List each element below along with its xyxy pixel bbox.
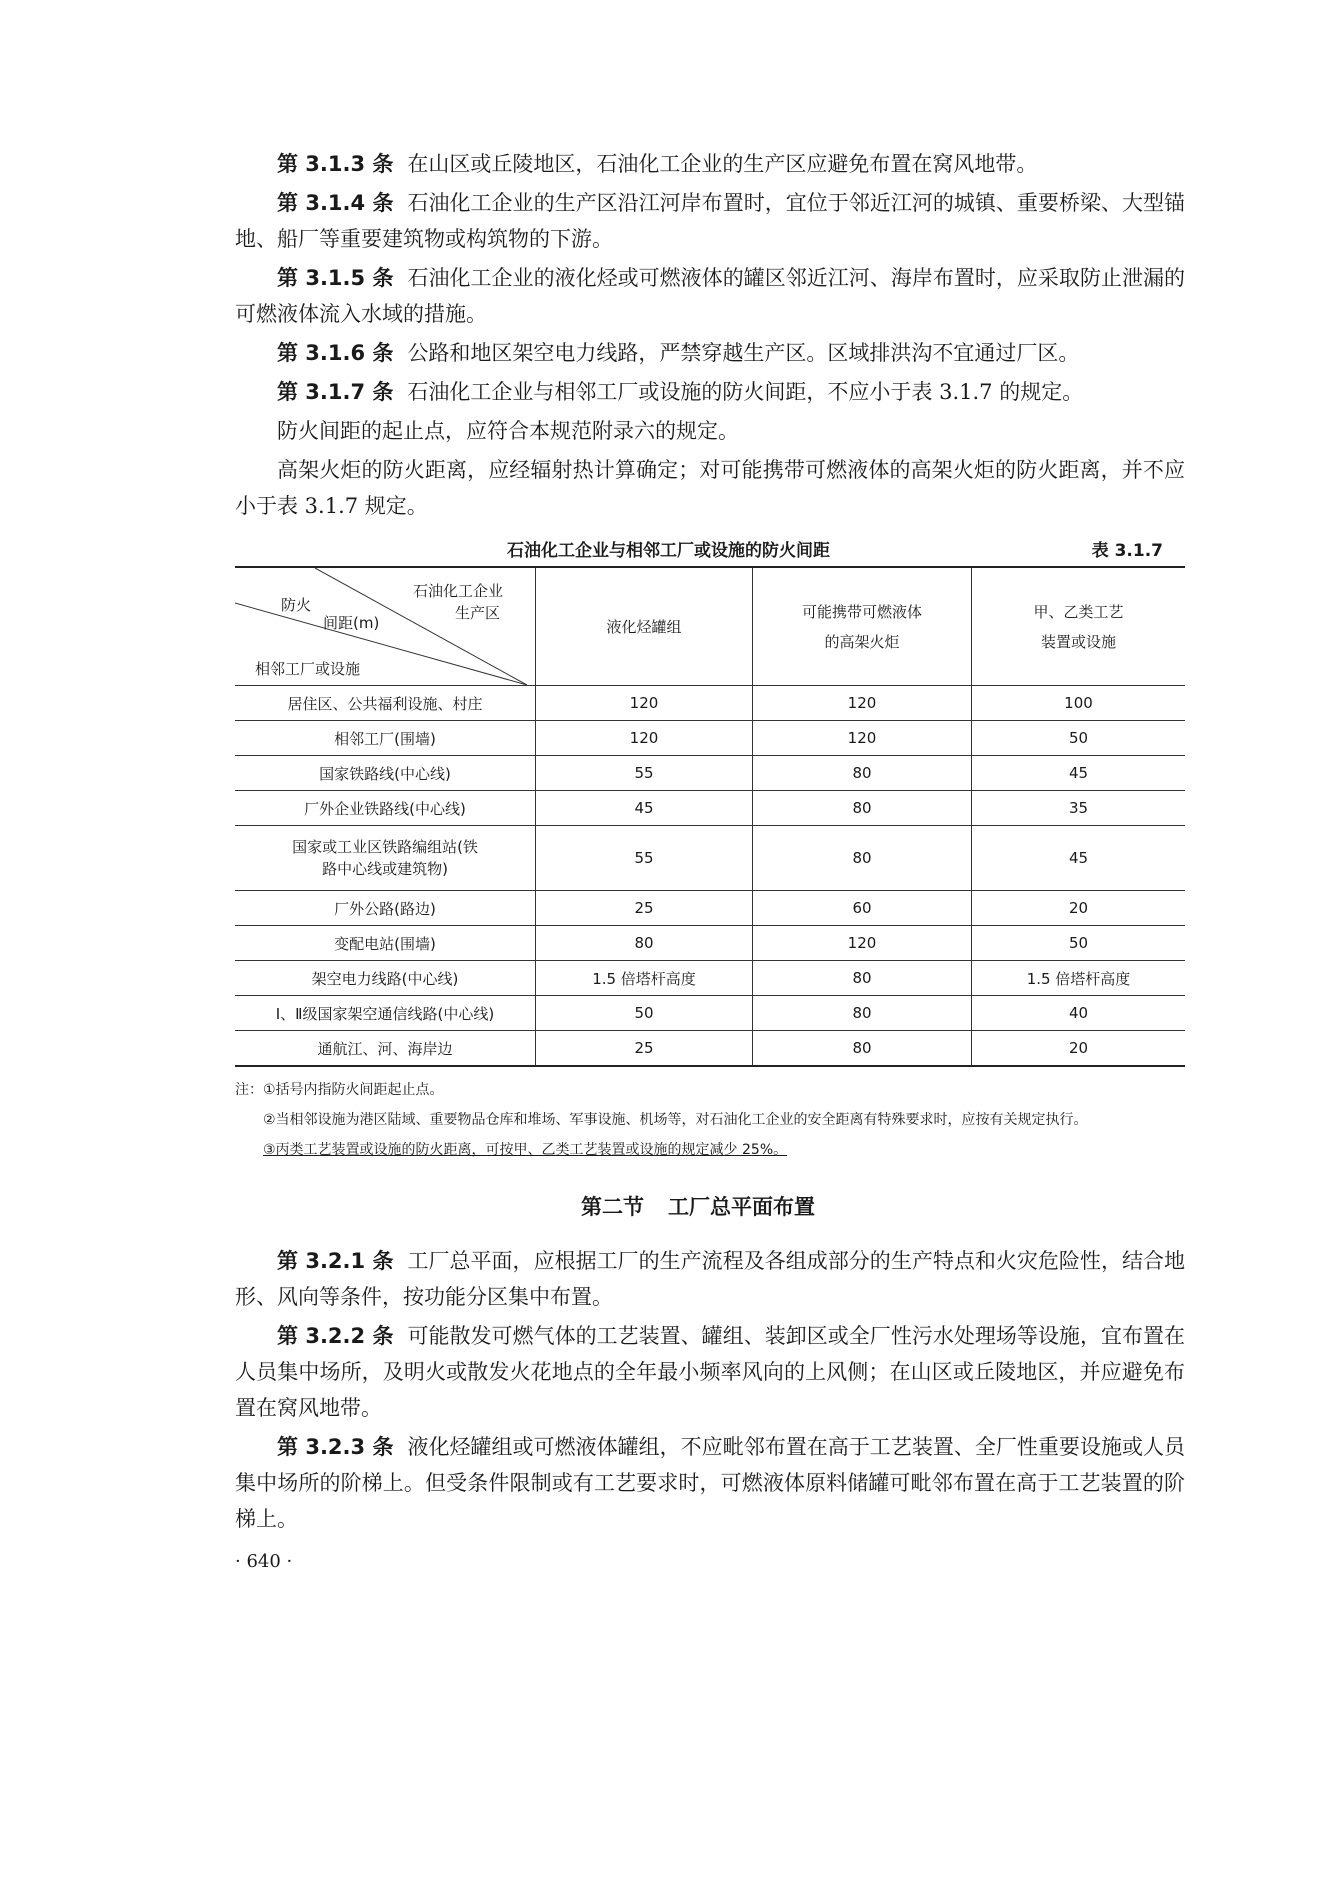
table-title: 石油化工企业与相邻工厂或设施的防火间距 (507, 541, 830, 561)
article-number: 第 3.2.1 条 (277, 1249, 394, 1273)
table-note: ②当相邻设施为港区陆域、重要物品仓库和堆场、军事设施、机场等，对石油化工企业的安全距离有特殊要求时，应按有关规定执行。 (263, 1112, 1088, 1128)
row-name: 架空电力线路(中心线) (235, 961, 536, 996)
corner-label: 生产区 (455, 604, 501, 622)
table-cell: 45 (972, 826, 1186, 891)
paragraph (235, 260, 1185, 332)
table-row (235, 756, 1185, 791)
article-number: 第 3.1.3 条 (277, 152, 394, 176)
table-cell: 45 (536, 791, 753, 826)
table-cell: 50 (972, 721, 1186, 756)
table-cell: 55 (536, 826, 753, 891)
row-name: 通航江、河、海岸边 (235, 1031, 536, 1067)
table-cell: 80 (753, 1031, 972, 1067)
row-name: 国家铁路线(中心线) (235, 756, 536, 791)
paragraph-text: 公路和地区架空电力线路，严禁穿越生产区。区域排洪沟不宜通过厂区。 (407, 341, 1080, 365)
table-cell: 35 (972, 791, 1186, 826)
paragraph (235, 335, 1185, 371)
table-cell: 25 (536, 891, 753, 926)
paragraph (235, 413, 1185, 449)
table-note: 注：①括号内指防火间距起止点。 (235, 1082, 444, 1098)
paragraph (235, 452, 1185, 524)
table-cell: 20 (972, 1031, 1186, 1067)
table-row (235, 686, 1185, 721)
row-name: 厂外企业铁路线(中心线) (235, 791, 536, 826)
table-cell: 120 (753, 721, 972, 756)
paragraph-text: 在山区或丘陵地区，石油化工企业的生产区应避免布置在窝风地带。 (407, 152, 1038, 176)
paragraph-text: 工厂总平面，应根据工厂的生产流程及各组成部分的生产特点和火灾危险性，结合地形、风向等条件，按功能分区集中布置。 (235, 1249, 1186, 1309)
article-number: 第 3.1.5 条 (277, 266, 394, 290)
table-cell: 100 (972, 686, 1186, 721)
diagonal-header-cell (235, 567, 536, 686)
corner-label: 石油化工企业 (413, 582, 504, 600)
article-number: 第 3.2.3 条 (277, 1435, 394, 1459)
table-row (235, 926, 1185, 961)
article-number: 第 3.2.2 条 (277, 1324, 394, 1348)
table-cell: 80 (753, 756, 972, 791)
table-cell: 80 (753, 996, 972, 1031)
table-cell: 50 (536, 996, 753, 1031)
column-header-text: 甲、乙类工艺装置或设施 (1033, 602, 1124, 651)
column-header-text: 可能携带可燃液体的高架火炬 (802, 602, 923, 651)
paragraph-text: 可能散发可燃气体的工艺装置、罐组、装卸区或全厂性污水处理场等设施，宜布置在人员集中场所，及明火或散发火花地点的全年最小频率风向的上风侧；在山区或丘陵地区，并应避免布置在窝风地带。 (235, 1324, 1186, 1420)
paragraph (235, 185, 1185, 257)
row-name: 变配电站(围墙) (235, 926, 536, 961)
article-number: 第 3.1.4 条 (277, 191, 394, 215)
section-title: 工厂总平面布置 (668, 1195, 815, 1219)
corner-label: 防火 (281, 596, 312, 614)
table-row (235, 791, 1185, 826)
paragraph (235, 1318, 1185, 1426)
table-cell: 60 (753, 891, 972, 926)
table-row (235, 961, 1185, 996)
table-row (235, 1031, 1185, 1067)
table-notes (235, 1075, 1185, 1165)
column-header (972, 567, 1186, 686)
table-cell: 80 (753, 826, 972, 891)
paragraph (235, 374, 1185, 410)
document-page (235, 146, 1185, 1572)
table-header-row (235, 567, 1185, 686)
table-cell: 120 (753, 686, 972, 721)
table-row (235, 721, 1185, 756)
paragraphs-bottom (235, 1243, 1185, 1537)
paragraph-text: 石油化工企业的生产区沿江河岸布置时，宜位于邻近江河的城镇、重要桥梁、大型锚地、船厂等重要建筑物或构筑物的下游。 (235, 191, 1186, 251)
article-number: 第 3.1.6 条 (277, 341, 394, 365)
table-cell: 120 (753, 926, 972, 961)
column-header: 液化烃罐组 (536, 567, 753, 686)
table-cell: 120 (536, 686, 753, 721)
row-name: 居住区、公共福利设施、村庄 (235, 686, 536, 721)
table-cell: 1.5 倍塔杆高度 (972, 961, 1186, 996)
paragraph-text: 石油化工企业与相邻工厂或设施的防火间距，不应小于表 3.1.7 的规定。 (407, 380, 1084, 404)
section-number: 第二节 (581, 1195, 644, 1219)
table-cell: 50 (972, 926, 1186, 961)
article-number: 第 3.1.7 条 (277, 380, 394, 404)
fire-distance-table (235, 566, 1185, 1067)
row-name: 厂外公路(路边) (235, 891, 536, 926)
table-cell: 45 (972, 756, 1186, 791)
table-cell: 80 (753, 961, 972, 996)
page-number: · 640 · (235, 1551, 293, 1572)
table-note: ③丙类工艺装置或设施的防火距离，可按甲、乙类工艺装置或设施的规定减少 25%。 (263, 1142, 788, 1158)
paragraph (235, 1429, 1185, 1537)
row-name: 相邻工厂(围墙) (235, 721, 536, 756)
paragraph (235, 146, 1185, 182)
corner-label: 相邻工厂或设施 (255, 660, 361, 678)
table-caption (235, 530, 1185, 566)
table-cell: 1.5 倍塔杆高度 (536, 961, 753, 996)
table-row (235, 826, 1185, 891)
table-cell: 40 (972, 996, 1186, 1031)
table-cell: 80 (536, 926, 753, 961)
table-cell: 80 (753, 791, 972, 826)
paragraphs-top (235, 146, 1185, 524)
paragraph (235, 1243, 1185, 1315)
table-row (235, 891, 1185, 926)
paragraph-text: 防火间距的起止点，应符合本规范附录六的规定。 (277, 419, 739, 443)
section-heading (235, 1191, 1185, 1221)
table-cell: 25 (536, 1031, 753, 1067)
column-header (753, 567, 972, 686)
table-row (235, 996, 1185, 1031)
row-name: Ⅰ、Ⅱ级国家架空通信线路(中心线) (235, 996, 536, 1031)
table-cell: 20 (972, 891, 1186, 926)
row-name (235, 826, 536, 891)
table-cell: 55 (536, 756, 753, 791)
paragraph-text: 液化烃罐组或可燃液体罐组，不应毗邻布置在高于工艺装置、全厂性重要设施或人员集中场所的阶梯上。但受条件限制或有工艺要求时，可燃液体原料储罐可毗邻布置在高于工艺装置的阶梯上。 (235, 1435, 1186, 1531)
table-number: 表 3.1.7 (1091, 541, 1163, 561)
corner-label: 间距(m) (323, 614, 380, 632)
paragraph-text: 石油化工企业的液化烃或可燃液体的罐区邻近江河、海岸布置时，应采取防止泄漏的可燃液体流入水域的措施。 (235, 266, 1186, 326)
row-name-text: 国家或工业区铁路编组站(铁路中心线或建筑物) (292, 838, 478, 878)
paragraph-text: 高架火炬的防火距离，应经辐射热计算确定；对可能携带可燃液体的高架火炬的防火距离，并不应小于表 3.1.7 规定。 (235, 458, 1185, 518)
table-cell: 120 (536, 721, 753, 756)
